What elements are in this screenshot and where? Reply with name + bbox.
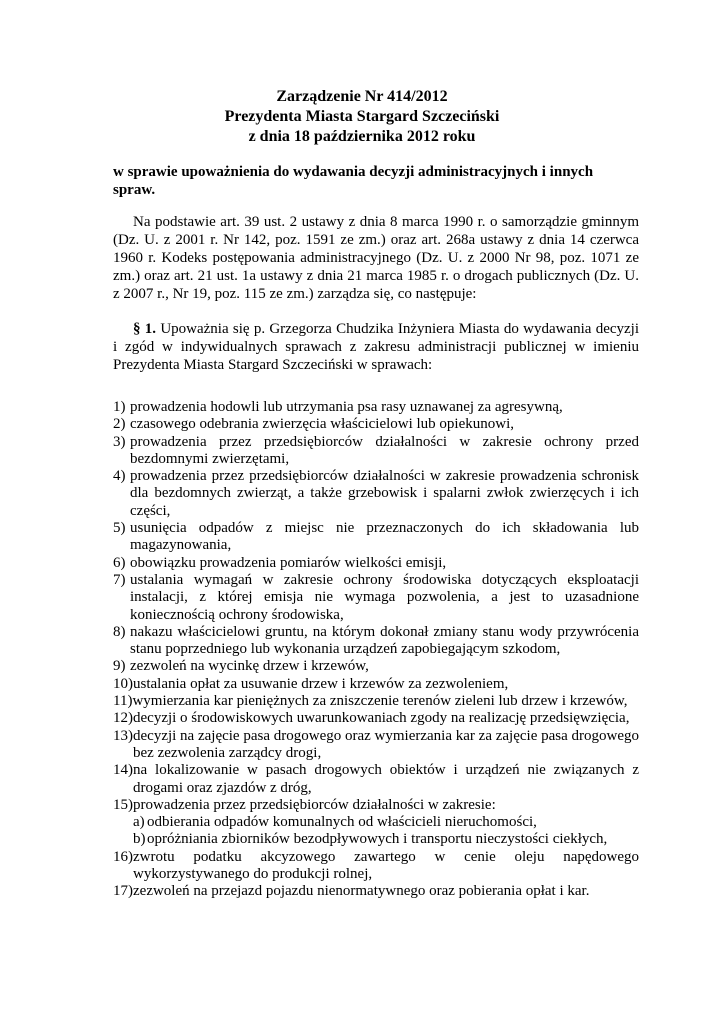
title-line-3: z dnia 18 października 2012 roku bbox=[248, 128, 476, 145]
list-item bbox=[113, 520, 639, 555]
list-item-text: usunięcia odpadów z miejsc nie przeznaczonych do ich składowania lub magazynowania, bbox=[130, 520, 639, 554]
title-line-1: Zarządzenie Nr 414/2012 bbox=[276, 88, 448, 105]
list-item-text: prowadzenia przez przedsiębiorców działalności w zakresie prowadzenia schronisk dla bezdomnych zwierząt, a także grzebowisk i spalarni zwłok zwierzęcych i ich części, bbox=[130, 468, 639, 519]
list-item-text: ustalania wymagań w zakresie ochrony środowiska dotyczących eksploatacji instalacji, z której emisja nie wymaga pozwolenia, a jest to uzasadnione koniecznością ochrony środowiska, bbox=[130, 571, 639, 623]
intro-paragraph: Na podstawie art. 39 ust. 2 ustawy z dnia 8 marca 1990 r. o samorządzie gminnym (Dz. U. z 2001 r. Nr 142, poz. 1591 ze zm.) oraz art. 268a ustawy z dnia 14 czerwca 1960 r. Kodeks postępowania administracyjnego (Dz. U. z 2000 Nr 98, poz. 1071 ze zm.) oraz art. 21 ust. 1a ustawy z dnia 21 marca 1985 r. o drogach publicznych (Dz. U. z 2007 r., Nr 19, poz. 115 ze zm.) zarządza się, co następuje: bbox=[113, 214, 639, 302]
list-item-number: 11) bbox=[113, 693, 133, 710]
list-item-body bbox=[133, 797, 639, 849]
sub-item bbox=[133, 814, 639, 831]
list-item bbox=[113, 797, 639, 849]
list-item-number: 5) bbox=[113, 520, 126, 537]
list-item-text: obowiązku prowadzenia pomiarów wielkości emisji, bbox=[130, 554, 447, 571]
list-item bbox=[113, 710, 639, 727]
list-item-text: ustalania opłat za usuwanie drzew i krzewów za zezwoleniem, bbox=[133, 675, 509, 692]
list-item-text: zezwoleń na wycinkę drzew i krzewów, bbox=[130, 658, 369, 675]
list-item-text: zwrotu podatku akcyzowego zawartego w cenie oleju napędowego wykorzystywanego do produkcji rolnej, bbox=[133, 848, 639, 883]
list-item-number: 16) bbox=[113, 848, 133, 865]
title-line-2: Prezydenta Miasta Stargard Szczeciński bbox=[224, 108, 500, 125]
sub-item-letter: a) bbox=[133, 814, 145, 831]
document-title bbox=[0, 87, 724, 147]
list-item bbox=[113, 762, 639, 797]
sub-item bbox=[133, 831, 639, 848]
list-item-number: 8) bbox=[113, 623, 126, 640]
list-item-number: 10) bbox=[113, 675, 133, 692]
sub-item-text: opróżniania zbiorników bezodpływowych i transportu nieczystości ciekłych, bbox=[147, 831, 608, 848]
list-item bbox=[113, 555, 639, 572]
list-item bbox=[113, 434, 639, 469]
list-item-number: 15) bbox=[113, 796, 133, 813]
list-item-text: czasowego odebrania zwierzęcia właścicielowi lub opiekunowi, bbox=[130, 416, 515, 433]
list-item-number: 12) bbox=[113, 710, 133, 727]
list-item bbox=[113, 883, 639, 900]
list-item-number: 1) bbox=[113, 399, 126, 415]
list-item-number: 9) bbox=[113, 658, 126, 675]
list-item-number: 7) bbox=[113, 571, 126, 588]
section-1-number: § 1. bbox=[133, 321, 157, 337]
section-1-text: Upoważnia się p. Grzegorza Chudzika Inżyniera Miasta do wydawania decyzji i zgód w indywidualnych sprawach z zakresu administracji publicznej w imieniu Prezydenta Miasta Stargard Szczeciński w sprawach: bbox=[113, 321, 640, 373]
list-item-text: zezwoleń na przejazd pojazdu nienormatywnego oraz pobierania opłat i kar. bbox=[133, 883, 590, 900]
section-1-paragraph bbox=[113, 320, 639, 374]
list-item bbox=[113, 572, 639, 624]
list-item-text: na lokalizowanie w pasach drogowych obiektów i urządzeń nie związanych z drogami oraz zjazdów z dróg, bbox=[133, 762, 639, 796]
list-item-text: decyzji na zajęcie pasa drogowego oraz wymierzania kar za zajęcie pasa drogowego bez zezwolenia zarządcy drogi, bbox=[133, 727, 639, 761]
sub-item-letter: b) bbox=[133, 831, 146, 848]
list-item-text: prowadzenia przez przedsiębiorców działalności w zakresie ochrony przed bezdomnymi zwierzętami, bbox=[130, 433, 639, 467]
list-item-number: 6) bbox=[113, 554, 126, 571]
list-item bbox=[113, 468, 639, 520]
list-item bbox=[113, 676, 639, 693]
list-item-text: prowadzenia przez przedsiębiorców działalności w zakresie: bbox=[133, 796, 496, 813]
list-item bbox=[113, 399, 639, 416]
list-item-number: 2) bbox=[113, 416, 126, 433]
list-item bbox=[113, 624, 639, 659]
list-item-text: wymierzania kar pieniężnych za zniszczenie terenów zieleni lub drzew i krzewów, bbox=[132, 693, 628, 710]
list-item-text: decyzji o środowiskowych uwarunkowaniach zgody na realizację przedsięwzięcia, bbox=[133, 710, 630, 727]
document-subject: w sprawie upoważnienia do wydawania decyzji administracyjnych i innych spraw. bbox=[113, 164, 594, 198]
list-item-number: 14) bbox=[113, 762, 133, 779]
list-item-number: 17) bbox=[113, 883, 133, 900]
list-item-number: 3) bbox=[113, 433, 126, 450]
list-item-text: nakazu właścicielowi gruntu, na którym dokonał zmiany stanu wody przywrócenia stanu poprzedniego lub wykonania urządzeń zapobiegającym szkodom, bbox=[130, 623, 639, 658]
list-item bbox=[113, 658, 639, 675]
list-item-number: 13) bbox=[113, 727, 133, 744]
list-item bbox=[113, 728, 639, 763]
sub-item-text: odbierania odpadów komunalnych od właścicieli nieruchomości, bbox=[147, 814, 537, 831]
list-item bbox=[113, 849, 639, 884]
list-item bbox=[113, 693, 639, 710]
list-item-text: prowadzenia hodowli lub utrzymania psa rasy uznawanej za agresywną, bbox=[130, 399, 563, 415]
list-item-number: 4) bbox=[113, 468, 126, 485]
list-item bbox=[113, 416, 639, 433]
authorization-list bbox=[113, 399, 639, 901]
